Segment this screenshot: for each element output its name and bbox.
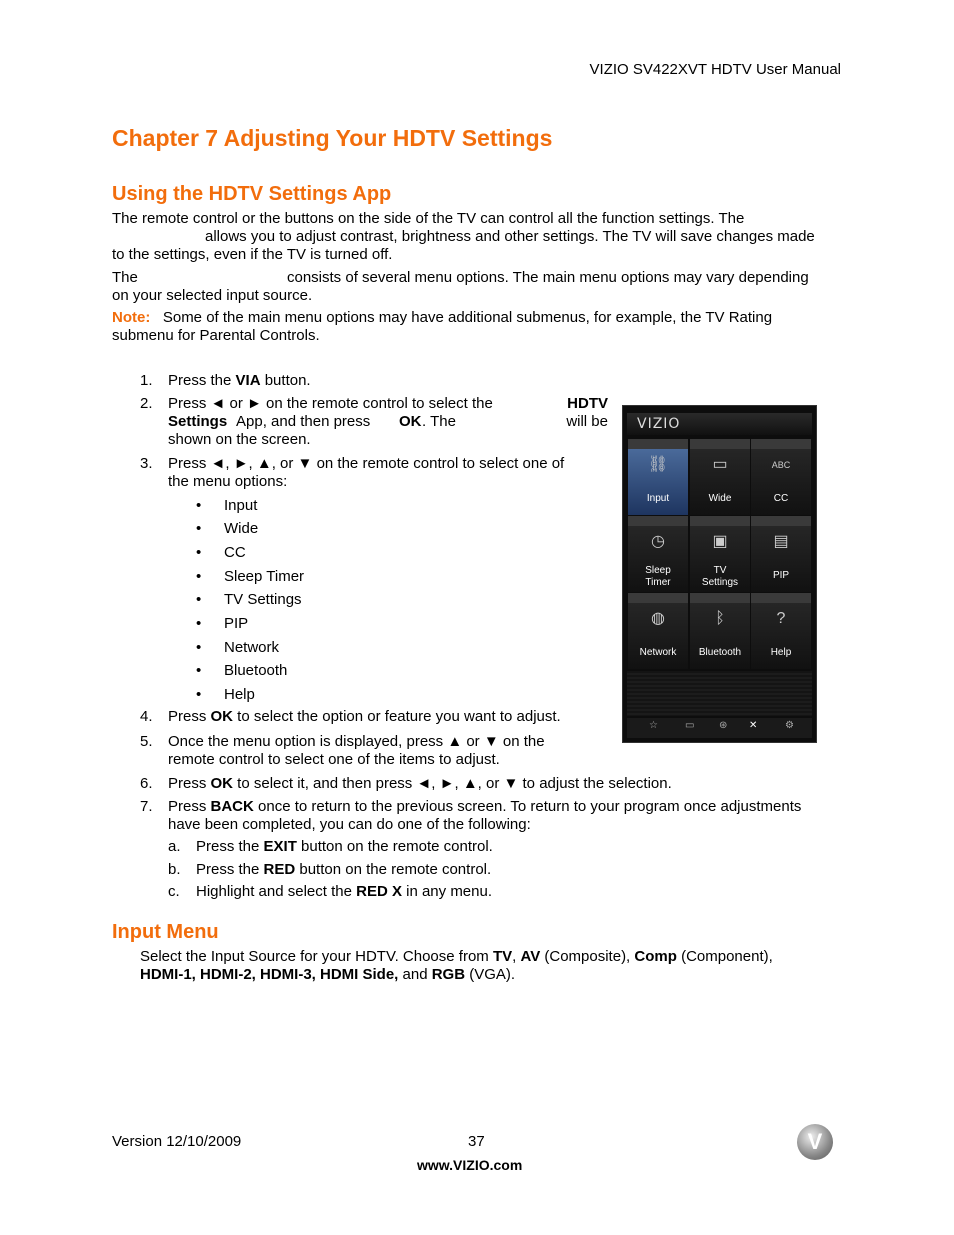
tile-label [690,565,750,589]
step-5 [140,733,610,769]
paragraph-2 [112,269,842,305]
para-bold: HDMI-1, HDMI-2, HDMI-3, HDMI Side, [140,966,399,983]
bullet-item: • Sleep Timer [196,568,305,585]
bullet-item: • Input [196,497,258,514]
tile-label-line: TV [713,565,727,576]
menu-tile-bluetooth [690,593,750,669]
step-text: will be [566,413,608,430]
step-number: 5. [140,733,153,750]
tv-settings-icon: ▣ [712,533,728,550]
step-number: 2. [140,395,153,412]
step-number: b. [168,861,181,878]
para2-line1: consists of several menu options. The main menu options may vary depending [287,269,809,286]
tile-label: PIP [772,570,790,581]
red-x-icon: ✕ [749,720,758,731]
step-bold: OK [399,413,422,430]
step-number: 6. [140,775,153,792]
step-text: to select it, and then press ◄, ►, ▲, or ▼ to adjust the selection. [233,775,672,792]
step-text: Once the menu option is displayed, press ▲ or ▼ on the [168,733,545,750]
step-bold: OK [210,708,234,725]
bullet-text: PIP [224,615,249,632]
bullet-item: • PIP [196,615,249,632]
bullet-item: • TV Settings [196,591,302,608]
bullet-item: • Bluetooth [196,662,288,679]
section-title-settings-app: Using the HDTV Settings App [112,183,392,205]
step-number: 4. [140,708,153,725]
step-text: shown on the screen. [168,431,311,448]
para1-line1: The remote control or the buttons on the side of the TV can control all the function settings. The [112,210,745,227]
menu-tile-cc [751,439,811,515]
step-text: Press ◄, ►, ▲, or ▼ on the remote control to select one of [168,455,565,472]
step-bold: RED X [356,883,402,900]
step-text: once to return to the previous screen. To return to your program once adjustments [253,798,802,815]
tile-label [628,565,688,589]
monitor-icon: ▭ [712,456,728,473]
para-bold: Comp [634,948,677,965]
para-bold: TV [492,948,513,965]
menu-tile-help [751,593,811,669]
bullet-text: TV Settings [224,591,302,608]
step-text: Press the [196,838,264,855]
para-text: (VGA). [465,966,516,983]
tile-label-line: Timer [645,577,671,588]
menu-empty-area [627,671,812,716]
note [112,309,842,345]
step-text: remote control to select one of the items to adjust. [168,751,500,768]
step-1 [140,372,610,390]
hdtv-settings-menu-image [622,405,817,743]
note-line1: Some of the main menu options may have additional submenus, for example, the TV Rating [162,309,773,326]
substep-c [168,883,668,901]
menu-tile-pip [751,516,811,592]
header-title: VIZIO SV422XVT HDTV User Manual [589,61,841,78]
bullet-text: Help [224,686,255,703]
step-3 [140,455,610,491]
step-2 [140,395,610,451]
bullet-text: Bluetooth [224,662,288,679]
menu-tile-input [628,439,688,515]
paragraph-1 [112,210,842,264]
input-menu-paragraph [140,948,840,984]
clock-icon: ◷ [651,533,665,550]
bluetooth-icon: ᛒ [715,610,725,627]
para-bold: RGB [431,966,466,983]
step-text: Press the [168,372,236,389]
step-6 [140,775,840,793]
vizio-logo: VIZIO [637,416,681,432]
tile-label: CC [773,493,789,504]
help-icon: ? [776,610,786,627]
step-text: Highlight and select the [196,883,357,900]
note-line2: submenu for Parental Controls. [112,327,320,344]
menu-tile-network [628,593,688,669]
vizio-v-logo: V [797,1124,833,1160]
cc-icon: ABC [771,460,791,470]
step-bold: RED [263,861,296,878]
step-text: App, and then press [236,413,371,430]
para-text: (Component), [676,948,773,965]
footer-version: Version 12/10/2009 [112,1133,242,1150]
bullet-text: Wide [224,520,259,537]
menu-tile-tv-settings [690,516,750,592]
step-bold: VIA [235,372,261,389]
step-text: in any menu. [401,883,493,900]
star-icon: ☆ [649,720,658,731]
para1-line2: allows you to adjust contrast, brightness and other settings. The TV will save changes made [205,228,815,245]
para2-the: The [112,269,138,286]
step-text: Press [168,708,211,725]
bullet-text: Sleep Timer [224,568,305,585]
tile-label-line: Settings [701,577,739,588]
step-text: . The [422,413,456,430]
step-text: Press [168,775,211,792]
note-label: Note: [112,309,151,326]
step-4 [140,708,610,726]
bullet-item: • Wide [196,520,259,537]
bullet-item: • CC [196,544,246,561]
step-text: button on the remote control. [295,861,492,878]
tile-label: Network [639,647,677,658]
step-bold: HDTV [567,395,608,412]
globe-icon: ◍ [651,610,665,627]
bullet-text: CC [224,544,246,561]
bullet-text: Input [224,497,258,514]
substep-b [168,861,668,879]
tile-label: Bluetooth [698,647,742,658]
step-text: to select the option or feature you want to adjust. [233,708,561,725]
footer-url: www.VIZIO.com [417,1157,523,1173]
v-button-icon: ⊛ [719,720,728,731]
tile-label: Wide [708,493,732,504]
step-text: have been completed, you can do one of the following: [168,816,531,833]
gear-icon: ⚙ [785,720,794,731]
para-text: , [512,948,521,965]
wide-icon: ▭ [685,720,695,731]
step-text: button on the remote control. [296,838,493,855]
chapter-title: Chapter 7 Adjusting Your HDTV Settings [112,125,553,151]
step-text: Press [168,798,211,815]
pip-icon: ▤ [773,533,789,550]
step-text: Press the [196,861,264,878]
menu-bottom-bar [627,718,812,738]
step-bold: OK [210,775,234,792]
para1-line3: to the settings, even if the TV is turned off. [112,246,393,263]
page-number: 37 [468,1133,485,1150]
step-number: 7. [140,798,153,815]
para-text: (Composite), [540,948,635,965]
para2-line2: on your selected input source. [112,287,313,304]
bullet-item: • Help [196,686,255,703]
step-number: 3. [140,455,153,472]
menu-tile-sleep-timer [628,516,688,592]
tile-label: Input [646,493,670,504]
step-bold: BACK [210,798,254,815]
bullet-text: Network [224,639,280,656]
input-cable-icon: ⛓ [647,456,669,473]
para-text: and [398,966,432,983]
step-text: Press ◄ or ► on the remote control to select the [168,395,493,412]
step-text: button. [260,372,311,389]
menu-tile-wide [690,439,750,515]
tile-label: Help [770,647,792,658]
step-number: a. [168,838,181,855]
step-bold: EXIT [263,838,297,855]
substep-a [168,838,668,856]
step-number: c. [168,883,180,900]
section-title-input-menu: Input Menu [112,921,219,943]
step-text: the menu options: [168,473,288,490]
step-7 [140,798,840,834]
step-bold: Settings [168,413,228,430]
step-number: 1. [140,372,153,389]
para-text: Select the Input Source for your HDTV. Choose from [140,948,493,965]
para-bold: AV [520,948,541,965]
tile-label-line: Sleep [645,565,671,576]
bullet-item: • Network [196,639,280,656]
